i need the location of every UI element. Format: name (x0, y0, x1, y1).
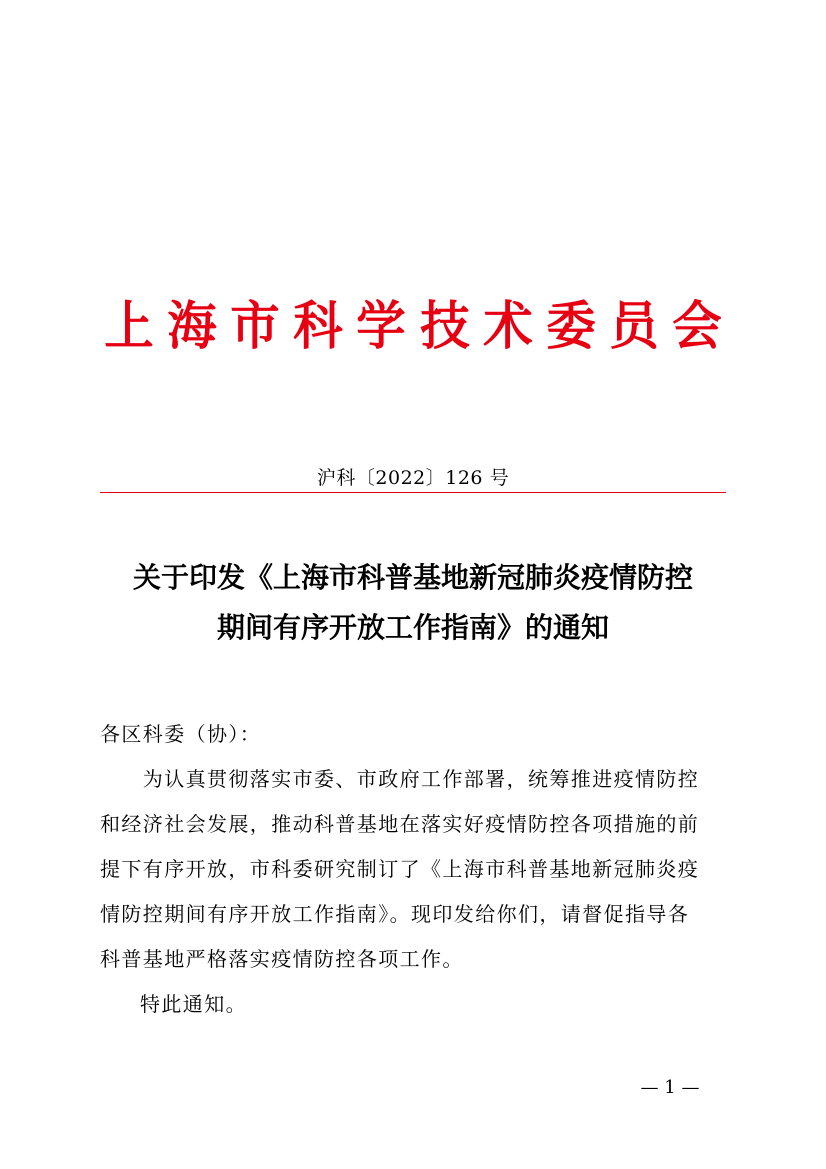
title-line: 期间有序开放工作指南》的通知 (216, 611, 609, 644)
issuer-char: 委 (546, 296, 596, 357)
document-number: 沪科〔2022〕126 号 (316, 467, 510, 489)
document-title (100, 553, 726, 653)
salutation: 各区科委（协）： (100, 722, 262, 746)
page-number: — 1 — (640, 1077, 700, 1098)
closing-line: 特此通知。 (140, 992, 247, 1016)
issuer-masthead (100, 292, 726, 362)
issuer-char: 术 (482, 296, 533, 357)
document-body (100, 712, 726, 1027)
issuer-char: 学 (356, 296, 407, 357)
paragraph-line: 为认真贯彻落实市委、市政府工作部署，统筹推进疫情防控 (100, 767, 700, 791)
red-divider-line (100, 492, 726, 493)
paragraph-line: 提下有序开放，市科委研究制订了《上海市科普基地新冠肺炎疫 (100, 857, 700, 881)
paragraph-line: 科普基地严格落实疫情防控各项工作。 (100, 947, 464, 971)
issuer-char: 技 (419, 296, 470, 357)
main-paragraph (100, 757, 726, 982)
issuer-char: 市 (230, 296, 280, 357)
issuer-char: 会 (672, 296, 722, 357)
issuer-char: 员 (609, 296, 659, 357)
title-line: 关于印发《上海市科普基地新冠肺炎疫情防控 (132, 561, 693, 594)
paragraph-line: 和经济社会发展，推动科普基地在落实好疫情防控各项措施的前 (100, 812, 700, 836)
issuer-char: 海 (167, 296, 217, 357)
paragraph-line: 情防控期间有序开放工作指南》。现印发给你们，请督促指导各 (100, 902, 690, 926)
issuer-char: 科 (293, 296, 344, 357)
issuer-char: 上 (104, 296, 154, 357)
